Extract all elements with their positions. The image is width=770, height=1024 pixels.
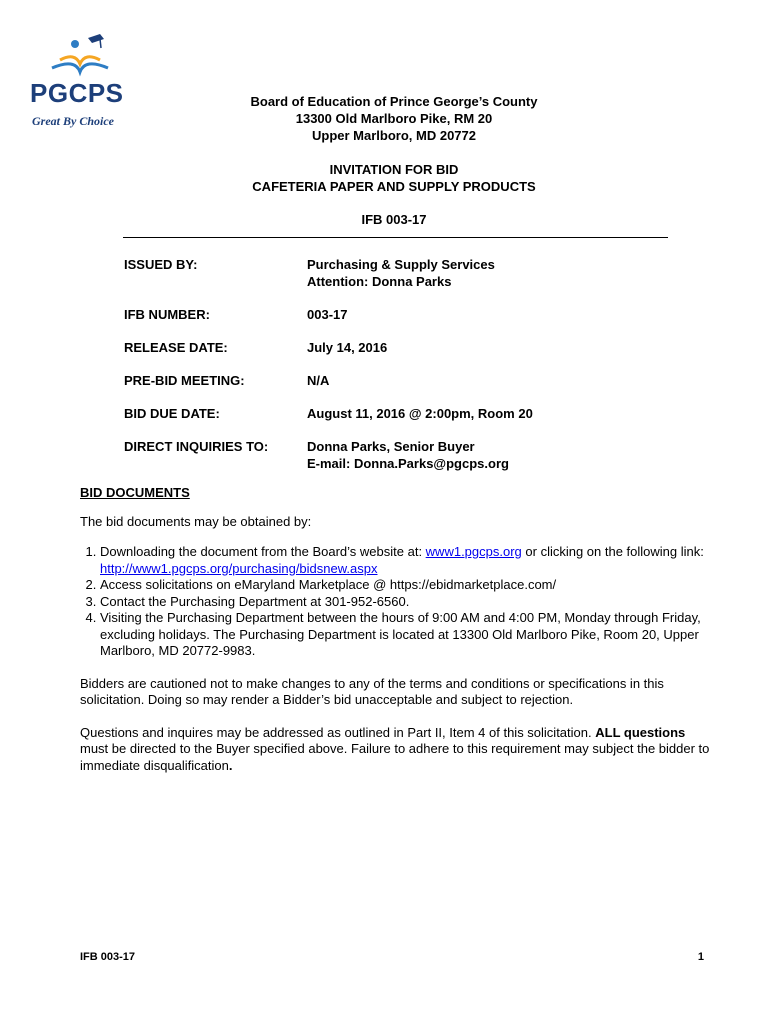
issued-by-label: ISSUED BY: <box>124 257 198 272</box>
emphasis-period: . <box>228 757 233 773</box>
logo-wordmark: PGCPS <box>30 78 124 108</box>
pre-bid-value: N/A <box>307 373 330 388</box>
due-date-value: August 11, 2016 @ 2:00pm, Room 20 <box>307 406 533 421</box>
inquiries-contact: Donna Parks, Senior Buyer <box>307 439 475 454</box>
inquiries-email: E-mail: Donna.Parks@pgcps.org <box>307 456 509 471</box>
footer-ifb: IFB 003-17 <box>80 951 136 963</box>
ifb-number-label: IFB NUMBER: <box>124 307 210 322</box>
release-date-value: July 14, 2016 <box>307 340 388 355</box>
logo-tagline: Great By Choice <box>32 114 114 128</box>
inquiries-label: DIRECT INQUIRIES TO: <box>124 439 269 454</box>
list-item: 3. Contact the Purchasing Department at 301-952-6560. <box>100 594 710 611</box>
header-doc-title: CAFETERIA PAPER AND SUPPLY PRODUCTS <box>252 179 536 194</box>
paragraph-text: must be directed to the Buyer specified above. Failure to adhere to this requirement may subject the bidder to immediate disqualification <box>80 741 710 773</box>
list-item: 4. Visiting the Purchasing Department between the hours of 9:00 AM and 4:00 PM, Monday through Friday, excluding holidays. The Purchasing Department is located at 13300 Old Marlboro Pike, Room 20, Upper Marlboro, MD 20772-9983. <box>100 610 710 660</box>
pre-bid-label: PRE-BID MEETING: <box>124 373 245 388</box>
header-city: Upper Marlboro, MD 20772 <box>312 128 476 143</box>
section-intro: The bid documents may be obtained by: <box>80 513 312 529</box>
bid-info-table <box>124 256 533 472</box>
release-date-label: RELEASE DATE: <box>124 340 228 355</box>
document-header <box>120 93 668 228</box>
header-ifb: IFB 003-17 <box>361 212 427 227</box>
emphasis-text: ALL questions <box>595 724 686 740</box>
ifb-number-value: 003-17 <box>307 307 348 322</box>
item-text: or clicking on the following link: <box>521 544 704 559</box>
issued-by-attention: Attention: Donna Parks <box>307 274 452 289</box>
header-org: Board of Education of Prince George’s County <box>250 94 538 109</box>
header-divider <box>123 237 668 238</box>
list-item <box>100 544 710 577</box>
website-link[interactable]: www1.pgcps.org <box>425 544 522 559</box>
header-address: 13300 Old Marlboro Pike, RM 20 <box>295 111 493 126</box>
item-text: Downloading the document from the Board’s website at: <box>100 544 426 559</box>
bid-documents-section <box>80 485 710 774</box>
page-number: 1 <box>697 951 704 963</box>
caution-paragraph: Bidders are cautioned not to make changes to any of the terms and conditions or specifications in this solicitation. Doing so may render a Bidder’s bid unacceptable and subject to rejection. <box>80 675 664 707</box>
header-doc-type: INVITATION FOR BID <box>329 162 459 177</box>
bids-page-link[interactable]: http://www1.pgcps.org/purchasing/bidsnew.aspx <box>100 560 378 576</box>
obtain-methods-list <box>80 544 710 660</box>
section-title: BID DOCUMENTS <box>80 485 190 500</box>
list-item: 2. Access solicitations on eMaryland Marketplace @ https://ebidmarketplace.com/ <box>100 577 710 594</box>
issued-by-value: Purchasing & Supply Services <box>307 257 495 272</box>
questions-paragraph <box>80 725 710 775</box>
paragraph-text: Questions and inquires may be addressed as outlined in Part II, Item 4 of this solicitation. <box>80 724 596 740</box>
due-date-label: BID DUE DATE: <box>124 406 220 421</box>
